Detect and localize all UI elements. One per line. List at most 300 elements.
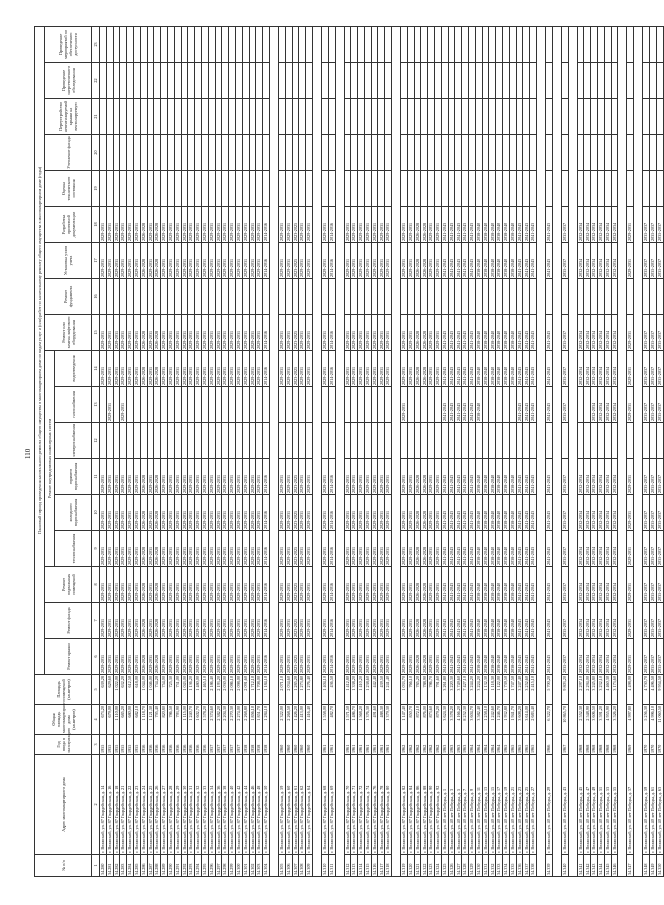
row-area-living: 1 043,00	[181, 675, 188, 705]
row-period	[195, 171, 202, 207]
row-number: 34.312	[344, 855, 351, 877]
row-period: 2029-2031	[229, 531, 236, 567]
row-period	[435, 171, 442, 207]
row-period	[577, 423, 584, 459]
row-period: 2038-2040	[509, 567, 516, 603]
row-period: 2029-2031	[133, 603, 140, 639]
row-period	[306, 99, 313, 135]
row-period: 2029-2031	[299, 243, 306, 279]
row-period: 2035-2037	[561, 315, 568, 351]
row-period: 2038-2040	[503, 459, 510, 495]
row-area-total: 1 240,70	[188, 705, 195, 735]
row-period	[598, 279, 605, 315]
row-period	[414, 63, 421, 99]
row-period	[215, 387, 222, 423]
row-period: 2029-2031	[285, 603, 292, 639]
row-period	[154, 99, 161, 135]
row-period	[100, 387, 107, 423]
row-period	[229, 99, 236, 135]
row-period	[235, 63, 242, 99]
row-period: 2038-2040	[503, 531, 510, 567]
row-period	[299, 99, 306, 135]
row-period	[509, 387, 516, 423]
row-period	[414, 171, 421, 207]
row-area-living: 2 294,00	[584, 675, 591, 705]
row-period: 2029-2031	[378, 603, 385, 639]
row-number: 34.326	[448, 855, 455, 877]
row-period	[546, 63, 553, 99]
row-period: 2029-2031	[242, 207, 249, 243]
row-period: 2038-2040	[489, 207, 496, 243]
row-area-living: 436,50	[328, 675, 335, 705]
row-period: 2041-2043	[455, 243, 462, 279]
row-address: г. Волжский, ул. 40 лет Победы, д. 59	[643, 755, 650, 855]
row-period: 2029-2031	[256, 351, 263, 387]
row-period: 2029-2031	[127, 639, 134, 675]
row-year: 1961	[371, 735, 378, 755]
row-period	[378, 26, 385, 62]
row-area-total: 1 856,10	[249, 705, 256, 735]
row-period: 2029-2031	[106, 351, 113, 387]
row-period: 2029-2031	[208, 351, 215, 387]
row-period: 2029-2031	[195, 531, 202, 567]
column-number: 4	[92, 705, 100, 735]
row-period	[455, 423, 462, 459]
row-period: 2038-2040	[496, 207, 503, 243]
row-period: 2041-2043	[462, 567, 469, 603]
row-area-total: 1 486,70	[351, 705, 358, 735]
row-period: 2029-2031	[235, 531, 242, 567]
row-period	[462, 171, 469, 207]
row-number: 34.294	[195, 855, 202, 877]
row-period: 2026-2028	[140, 639, 147, 675]
table-row	[530, 26, 537, 876]
row-year: 1968	[591, 735, 598, 755]
row-period: 2029-2031	[195, 639, 202, 675]
row-period	[496, 387, 503, 423]
row-period: 2035-2037	[656, 567, 663, 603]
row-year: 1961	[321, 735, 328, 755]
row-period: 2029-2031	[299, 207, 306, 243]
row-number: 34.309	[306, 855, 313, 877]
row-period	[344, 171, 351, 207]
row-year: 1962	[435, 735, 442, 755]
col-energy-header: Проведение энергетического обследования	[45, 63, 92, 99]
row-year: 1967	[561, 735, 568, 755]
row-period: 2041-2043	[448, 567, 455, 603]
row-period: 2029-2031	[385, 531, 392, 567]
row-period: 2032-2034	[591, 603, 598, 639]
row-period: 2026-2028	[154, 639, 161, 675]
row-area-total: 876,00	[421, 705, 428, 735]
row-period	[503, 279, 510, 315]
row-period: 2041-2043	[516, 243, 523, 279]
table-row	[222, 26, 229, 876]
table-row	[100, 26, 107, 876]
row-period: 2035-2037	[643, 495, 650, 531]
row-area-living: 7 427,10	[462, 675, 469, 705]
row-period: 2038-2040	[475, 315, 482, 351]
row-period	[249, 387, 256, 423]
col-basement-header: Ремонт подвальных помещений	[45, 567, 92, 603]
row-period: 2029-2031	[215, 531, 222, 567]
row-period: 2038-2040	[509, 243, 516, 279]
row-period	[106, 99, 113, 135]
row-period	[649, 279, 656, 315]
row-period	[161, 26, 168, 62]
row-year: 1965	[530, 735, 537, 755]
row-period	[113, 387, 120, 423]
row-period: 2041-2043	[462, 603, 469, 639]
table-row	[421, 26, 428, 876]
row-period: 2014-2016	[328, 567, 335, 603]
row-area-total: 2 548,90	[584, 705, 591, 735]
row-address: г. Волжский, ул. 40 лет Победы, д. 13	[482, 755, 489, 855]
row-year: 1960	[278, 735, 285, 755]
row-period	[351, 63, 358, 99]
row-period	[656, 171, 663, 207]
row-address: г. Волжский, ул. 87 Гвардейская, д. 82	[401, 755, 408, 855]
table-row	[584, 26, 591, 876]
row-period: 2035-2037	[561, 567, 568, 603]
row-period: 2029-2031	[181, 567, 188, 603]
row-period	[364, 423, 371, 459]
row-period: 2038-2040	[503, 207, 510, 243]
row-period: 2029-2031	[306, 243, 313, 279]
row-period: 2029-2031	[299, 567, 306, 603]
col-design-header: Разработка проектной документации	[45, 207, 92, 243]
row-period: 2029-2031	[306, 603, 313, 639]
row-period: 2029-2031	[167, 351, 174, 387]
row-period	[201, 279, 208, 315]
row-period: 2029-2031	[627, 207, 634, 243]
row-period	[120, 26, 127, 62]
row-period: 2029-2031	[401, 387, 408, 423]
row-period: 2038-2040	[496, 603, 503, 639]
row-period: 2032-2034	[591, 531, 598, 567]
row-period	[147, 387, 154, 423]
row-period	[154, 387, 161, 423]
row-period: 2026-2028	[154, 243, 161, 279]
row-period	[222, 423, 229, 459]
row-period	[215, 99, 222, 135]
row-period: 2029-2031	[627, 243, 634, 279]
row-period	[462, 135, 469, 171]
row-area-total: 786,50	[167, 705, 174, 735]
row-period	[385, 63, 392, 99]
row-period	[503, 63, 510, 99]
row-period: 2029-2031	[242, 243, 249, 279]
table-row	[188, 26, 195, 876]
row-period: 2029-2031	[385, 603, 392, 639]
row-number: 34.322	[421, 855, 428, 877]
row-area-living: 4 460,30	[604, 675, 611, 705]
row-address: г. Волжский, ул. 40 лет Победы, д. 49	[591, 755, 598, 855]
row-address: г. Волжский, ул. 40 лет Победы, д. 15	[489, 755, 496, 855]
row-period: 2029-2031	[351, 531, 358, 567]
row-period	[328, 26, 335, 62]
row-period: 2029-2031	[364, 603, 371, 639]
row-period	[364, 26, 371, 62]
row-period: 2029-2031	[120, 495, 127, 531]
row-period: 2032-2034	[604, 459, 611, 495]
row-period: 2038-2040	[475, 459, 482, 495]
row-area-living: 2 193,20	[215, 675, 222, 705]
row-period	[604, 63, 611, 99]
row-period: 2029-2031	[201, 351, 208, 387]
row-period	[201, 63, 208, 99]
row-period	[278, 135, 285, 171]
row-number: 34.288	[154, 855, 161, 877]
row-period	[133, 387, 140, 423]
row-area-living: 1 712,10	[249, 675, 256, 705]
row-area-living: 1 132,30	[482, 675, 489, 705]
row-period: 2029-2031	[407, 351, 414, 387]
row-number: 34.317	[378, 855, 385, 877]
row-period: 2029-2031	[201, 567, 208, 603]
row-period: 2029-2031	[113, 243, 120, 279]
row-period: 2029-2031	[242, 639, 249, 675]
row-year: 1961	[378, 735, 385, 755]
row-year: 1955	[106, 735, 113, 755]
row-period: 2029-2031	[627, 603, 634, 639]
row-period	[523, 63, 530, 99]
table-row	[147, 26, 154, 876]
row-period: 2023-2025	[292, 315, 299, 351]
row-period: 2029-2031	[201, 315, 208, 351]
row-period: 2041-2043	[448, 603, 455, 639]
row-period: 2032-2034	[611, 603, 618, 639]
row-area-living: 629,60	[106, 675, 113, 705]
row-period: 2029-2031	[133, 567, 140, 603]
row-period: 2014-2016	[263, 495, 270, 531]
row-period	[328, 423, 335, 459]
row-area-living: 442,40	[371, 675, 378, 705]
row-period: 2041-2043	[462, 315, 469, 351]
row-period: 2029-2031	[627, 495, 634, 531]
row-period: 2038-2040	[482, 315, 489, 351]
row-period: 2029-2031	[174, 459, 181, 495]
row-period	[421, 279, 428, 315]
column-number: 11	[92, 459, 100, 495]
row-period	[496, 171, 503, 207]
row-area-total: 2 268,50	[285, 705, 292, 735]
row-period	[462, 423, 469, 459]
row-period	[462, 26, 469, 62]
row-period: 2023-2025	[292, 495, 299, 531]
row-period	[530, 423, 537, 459]
row-period	[604, 99, 611, 135]
row-period	[263, 135, 270, 171]
row-period: 2029-2031	[299, 351, 306, 387]
row-period	[292, 423, 299, 459]
row-period: 2041-2043	[546, 495, 553, 531]
row-period: 2032-2034	[598, 639, 605, 675]
row-period: 2029-2031	[364, 567, 371, 603]
row-period	[167, 135, 174, 171]
row-period	[133, 171, 140, 207]
row-period: 2032-2034	[604, 639, 611, 675]
row-period: 2026-2028	[140, 495, 147, 531]
row-address: г. Волжский, ул. 40 лет Победы, д. 7	[462, 755, 469, 855]
row-period	[475, 423, 482, 459]
row-period: 2029-2031	[147, 567, 154, 603]
row-period: 2029-2031	[344, 495, 351, 531]
row-area-total: 1 258,10	[482, 705, 489, 735]
col-sewer-header: водоотведения	[55, 351, 92, 387]
row-period: 2035-2037	[643, 387, 650, 423]
row-period	[530, 63, 537, 99]
row-period	[195, 99, 202, 135]
row-period: 2029-2031	[120, 639, 127, 675]
row-period: 2029-2031	[113, 567, 120, 603]
row-period	[530, 26, 537, 62]
table-row	[577, 26, 584, 876]
row-period: 2041-2043	[448, 207, 455, 243]
row-number: 34.332	[489, 855, 496, 877]
row-year: 1960	[306, 735, 313, 755]
row-period	[321, 171, 328, 207]
row-number: 34.313	[351, 855, 358, 877]
row-period: 2029-2031	[147, 531, 154, 567]
row-period: 2032-2034	[577, 495, 584, 531]
row-number: 34.347	[627, 855, 634, 877]
row-period	[649, 171, 656, 207]
row-period: 2029-2031	[351, 567, 358, 603]
row-period: 2029-2031	[208, 531, 215, 567]
row-period: 2029-2031	[306, 459, 313, 495]
row-period	[215, 26, 222, 62]
row-period: 2041-2043	[469, 207, 476, 243]
table-row	[371, 26, 378, 876]
row-period: 2029-2031	[222, 603, 229, 639]
row-period: 2032-2034	[598, 603, 605, 639]
row-period: 2041-2043	[441, 351, 448, 387]
row-period: 2041-2043	[530, 387, 537, 423]
row-period	[321, 26, 328, 62]
column-number: 20	[92, 135, 100, 171]
row-number: 34.331	[482, 855, 489, 877]
row-address: г. Волжский, ул. 87 Гвардейская, д. 24	[140, 755, 147, 855]
row-period	[174, 99, 181, 135]
row-area-living: 1 273,80	[299, 675, 306, 705]
row-period: 2029-2031	[127, 351, 134, 387]
spacer-cell	[552, 26, 561, 876]
row-period	[407, 171, 414, 207]
row-period	[385, 279, 392, 315]
row-period: 2023-2025	[292, 207, 299, 243]
row-period	[188, 423, 195, 459]
row-period: 2029-2031	[106, 531, 113, 567]
row-period	[428, 135, 435, 171]
row-period	[344, 387, 351, 423]
row-period	[469, 63, 476, 99]
row-period	[482, 387, 489, 423]
row-period: 2029-2031	[249, 243, 256, 279]
row-period	[140, 26, 147, 62]
row-period: 2038-2040	[496, 567, 503, 603]
row-period: 2029-2031	[127, 531, 134, 567]
table-row	[627, 26, 634, 876]
row-period: 2038-2040	[482, 459, 489, 495]
row-period: 2026-2028	[140, 567, 147, 603]
row-address: г. Волжский, ул. 40 лет Победы, д. 61	[649, 755, 656, 855]
row-period: 2041-2043	[546, 531, 553, 567]
row-period	[385, 135, 392, 171]
column-number: 22	[92, 63, 100, 99]
row-area-living: 9 803,20	[561, 675, 568, 705]
row-period	[489, 279, 496, 315]
row-period	[113, 99, 120, 135]
row-period: 2035-2037	[656, 639, 663, 675]
row-period: 2026-2028	[421, 495, 428, 531]
row-period: 2041-2043	[530, 459, 537, 495]
row-period: 2041-2043	[441, 531, 448, 567]
row-period: 2038-2040	[509, 207, 516, 243]
row-area-total: 1 558,00	[321, 705, 328, 735]
row-period: 2029-2031	[428, 531, 435, 567]
row-period: 2029-2031	[256, 531, 263, 567]
row-period: 2029-2031	[235, 243, 242, 279]
row-period	[292, 26, 299, 62]
row-period: 2029-2031	[407, 459, 414, 495]
row-period: 2029-2031	[147, 351, 154, 387]
row-period: 2029-2031	[435, 315, 442, 351]
row-address: г. Волжский, ул. 87 Гвардейская, д. 31	[188, 755, 195, 855]
row-period	[503, 135, 510, 171]
row-period	[278, 63, 285, 99]
row-period	[133, 423, 140, 459]
row-period	[188, 99, 195, 135]
row-period: 2026-2028	[414, 315, 421, 351]
row-period: 2035-2037	[649, 315, 656, 351]
row-period	[222, 171, 229, 207]
row-period	[344, 423, 351, 459]
row-period: 2041-2043	[462, 459, 469, 495]
row-period: 2029-2031	[188, 531, 195, 567]
row-period	[188, 171, 195, 207]
row-area-living: 2 086,10	[229, 675, 236, 705]
row-year: 1965	[523, 735, 530, 755]
row-year: 1964	[469, 735, 476, 755]
row-period: 2029-2031	[195, 459, 202, 495]
row-address: г. Волжский, ул. 87 Гвардейская, д. 86	[414, 755, 421, 855]
row-period	[401, 63, 408, 99]
row-period	[161, 387, 168, 423]
row-period: 2032-2034	[598, 495, 605, 531]
row-year: 1955	[133, 735, 140, 755]
row-period	[154, 26, 161, 62]
row-period: 2029-2031	[195, 567, 202, 603]
row-period: 2035-2037	[561, 459, 568, 495]
row-period: 2029-2031	[235, 639, 242, 675]
row-period: 2041-2043	[455, 495, 462, 531]
row-period: 2038-2040	[503, 315, 510, 351]
table-row	[364, 26, 371, 876]
row-area-living: 1 044,00	[140, 675, 147, 705]
row-year: 1966	[546, 735, 553, 755]
row-period	[407, 279, 414, 315]
row-period	[611, 99, 618, 135]
row-period	[127, 423, 134, 459]
row-period	[351, 135, 358, 171]
row-area-living: 1 410,20	[358, 675, 365, 705]
row-period	[201, 387, 208, 423]
row-area-total: 1 851,70	[256, 705, 263, 735]
row-number: 34.341	[577, 855, 584, 877]
row-period: 2032-2034	[598, 243, 605, 279]
row-period: 2035-2037	[656, 531, 663, 567]
